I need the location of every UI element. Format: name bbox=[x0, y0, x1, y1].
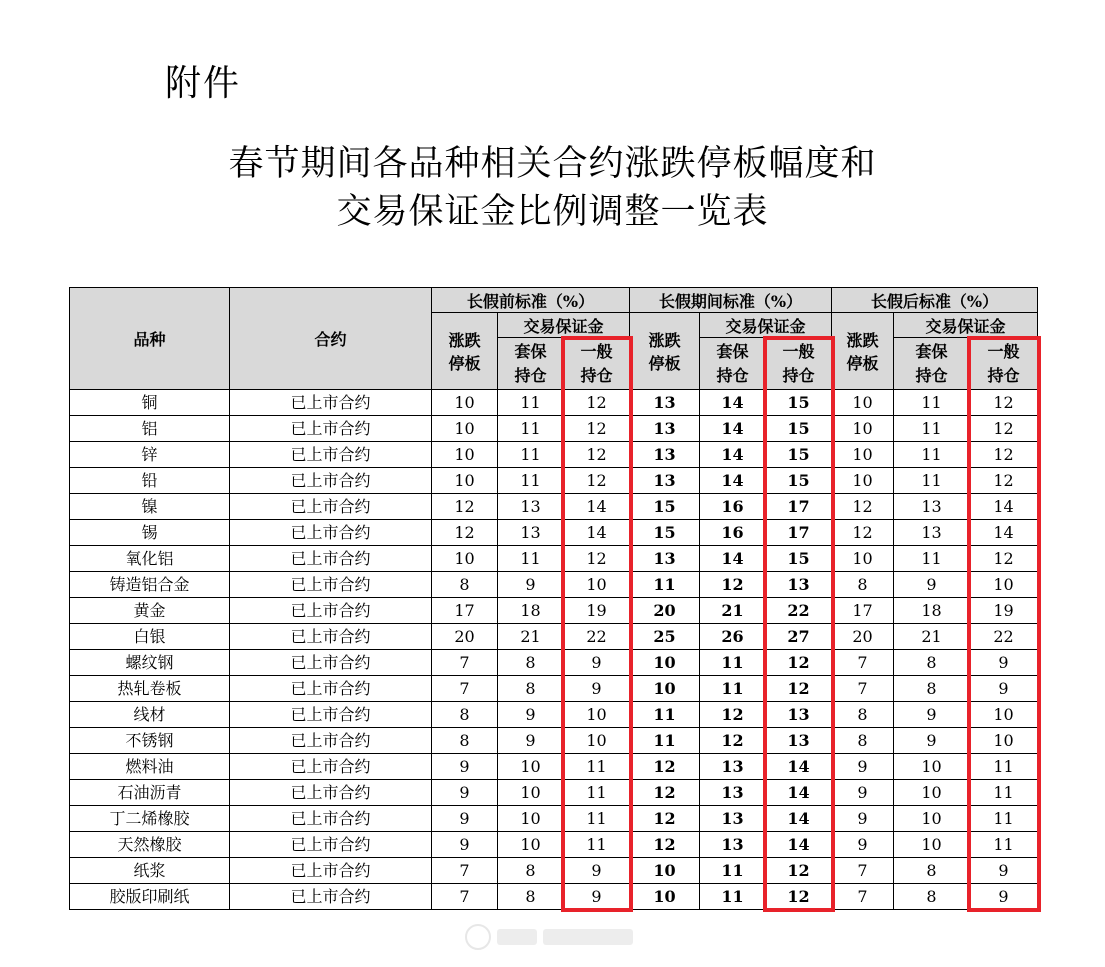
after-limit-cell: 7 bbox=[832, 858, 894, 884]
header-limit bbox=[832, 313, 894, 390]
before-general-cell: 11 bbox=[564, 754, 630, 780]
before-limit-cell: 10 bbox=[432, 416, 498, 442]
header-during-holiday: 长假期间标准（%） bbox=[630, 288, 832, 313]
header-margin: 交易保证金 bbox=[498, 313, 630, 338]
after-hedge-cell: 8 bbox=[894, 858, 970, 884]
after-hedge-cell: 10 bbox=[894, 806, 970, 832]
table-header bbox=[70, 288, 1038, 390]
after-hedge-cell: 18 bbox=[894, 598, 970, 624]
before-limit-cell: 7 bbox=[432, 858, 498, 884]
after-general-cell: 22 bbox=[970, 624, 1038, 650]
after-general-cell: 12 bbox=[970, 468, 1038, 494]
header-variety: 品种 bbox=[70, 288, 230, 390]
table-row bbox=[70, 624, 1038, 650]
after-limit-cell: 10 bbox=[832, 546, 894, 572]
contract-cell: 已上市合约 bbox=[230, 390, 432, 416]
before-hedge-cell: 11 bbox=[498, 416, 564, 442]
after-general-cell: 11 bbox=[970, 832, 1038, 858]
before-hedge-cell: 8 bbox=[498, 676, 564, 702]
variety-cell: 丁二烯橡胶 bbox=[70, 806, 230, 832]
after-limit-cell: 9 bbox=[832, 754, 894, 780]
during-general-cell: 17 bbox=[766, 494, 832, 520]
before-hedge-cell: 13 bbox=[498, 520, 564, 546]
during-hedge-cell: 11 bbox=[700, 858, 766, 884]
before-limit-cell: 10 bbox=[432, 546, 498, 572]
during-limit-cell: 12 bbox=[630, 780, 700, 806]
table-row bbox=[70, 676, 1038, 702]
during-general-cell: 14 bbox=[766, 780, 832, 806]
table-body bbox=[70, 390, 1038, 910]
during-hedge-cell: 14 bbox=[700, 546, 766, 572]
before-general-cell: 22 bbox=[564, 624, 630, 650]
before-limit-cell: 8 bbox=[432, 728, 498, 754]
after-general-cell: 9 bbox=[970, 858, 1038, 884]
during-hedge-cell: 13 bbox=[700, 832, 766, 858]
variety-cell: 燃料油 bbox=[70, 754, 230, 780]
contract-cell: 已上市合约 bbox=[230, 598, 432, 624]
during-hedge-cell: 14 bbox=[700, 390, 766, 416]
after-general-cell: 12 bbox=[970, 442, 1038, 468]
table-row bbox=[70, 598, 1038, 624]
table-row bbox=[70, 780, 1038, 806]
header-hedge-label: 套保 持仓 bbox=[915, 341, 948, 385]
during-limit-cell: 12 bbox=[630, 754, 700, 780]
after-limit-cell: 8 bbox=[832, 728, 894, 754]
contract-cell: 已上市合约 bbox=[230, 494, 432, 520]
during-limit-cell: 13 bbox=[630, 416, 700, 442]
variety-cell: 石油沥青 bbox=[70, 780, 230, 806]
during-general-cell: 15 bbox=[766, 468, 832, 494]
after-limit-cell: 17 bbox=[832, 598, 894, 624]
before-limit-cell: 10 bbox=[432, 390, 498, 416]
after-general-cell: 10 bbox=[970, 728, 1038, 754]
contract-cell: 已上市合约 bbox=[230, 416, 432, 442]
variety-cell: 热轧卷板 bbox=[70, 676, 230, 702]
watermark-circle-icon bbox=[465, 924, 491, 950]
after-limit-cell: 9 bbox=[832, 806, 894, 832]
during-limit-cell: 15 bbox=[630, 494, 700, 520]
during-general-cell: 13 bbox=[766, 728, 832, 754]
header-limit-label: 涨跌 停板 bbox=[846, 331, 879, 373]
during-limit-cell: 10 bbox=[630, 676, 700, 702]
variety-cell: 镍 bbox=[70, 494, 230, 520]
after-general-cell: 12 bbox=[970, 546, 1038, 572]
during-general-cell: 15 bbox=[766, 442, 832, 468]
before-hedge-cell: 11 bbox=[498, 442, 564, 468]
during-general-cell: 14 bbox=[766, 832, 832, 858]
after-general-cell: 9 bbox=[970, 884, 1038, 910]
after-hedge-cell: 11 bbox=[894, 416, 970, 442]
contract-cell: 已上市合约 bbox=[230, 468, 432, 494]
after-limit-cell: 8 bbox=[832, 572, 894, 598]
before-hedge-cell: 10 bbox=[498, 806, 564, 832]
header-before-holiday: 长假前标准（%） bbox=[432, 288, 630, 313]
contract-cell: 已上市合约 bbox=[230, 442, 432, 468]
table-row bbox=[70, 468, 1038, 494]
variety-cell: 铝 bbox=[70, 416, 230, 442]
header-limit bbox=[630, 313, 700, 390]
during-hedge-cell: 13 bbox=[700, 806, 766, 832]
during-limit-cell: 10 bbox=[630, 650, 700, 676]
during-general-cell: 12 bbox=[766, 884, 832, 910]
contract-cell: 已上市合约 bbox=[230, 572, 432, 598]
during-general-cell: 15 bbox=[766, 390, 832, 416]
table-row bbox=[70, 546, 1038, 572]
before-general-cell: 12 bbox=[564, 416, 630, 442]
before-general-cell: 12 bbox=[564, 546, 630, 572]
header-limit-label: 涨跌 停板 bbox=[448, 331, 481, 373]
table-row bbox=[70, 884, 1038, 910]
header-margin: 交易保证金 bbox=[894, 313, 1038, 338]
after-hedge-cell: 10 bbox=[894, 832, 970, 858]
during-hedge-cell: 26 bbox=[700, 624, 766, 650]
during-general-cell: 12 bbox=[766, 650, 832, 676]
during-general-cell: 27 bbox=[766, 624, 832, 650]
title-line-1: 春节期间各品种相关合约涨跌停板幅度和 bbox=[228, 144, 877, 184]
after-general-cell: 12 bbox=[970, 416, 1038, 442]
during-hedge-cell: 14 bbox=[700, 468, 766, 494]
table-row bbox=[70, 806, 1038, 832]
during-general-cell: 12 bbox=[766, 676, 832, 702]
before-general-cell: 11 bbox=[564, 832, 630, 858]
during-limit-cell: 13 bbox=[630, 546, 700, 572]
header-hedge-label: 套保 持仓 bbox=[716, 341, 749, 385]
before-limit-cell: 10 bbox=[432, 468, 498, 494]
after-hedge-cell: 11 bbox=[894, 442, 970, 468]
variety-cell: 不锈钢 bbox=[70, 728, 230, 754]
table-row bbox=[70, 702, 1038, 728]
after-hedge-cell: 9 bbox=[894, 728, 970, 754]
before-hedge-cell: 9 bbox=[498, 572, 564, 598]
variety-cell: 氧化铝 bbox=[70, 546, 230, 572]
header-hedge-label: 套保 持仓 bbox=[514, 341, 547, 385]
during-limit-cell: 11 bbox=[630, 702, 700, 728]
during-general-cell: 15 bbox=[766, 416, 832, 442]
header-contract: 合约 bbox=[230, 288, 432, 390]
after-hedge-cell: 8 bbox=[894, 676, 970, 702]
during-limit-cell: 10 bbox=[630, 858, 700, 884]
before-general-cell: 11 bbox=[564, 780, 630, 806]
header-general bbox=[564, 338, 630, 390]
after-limit-cell: 7 bbox=[832, 884, 894, 910]
during-general-cell: 13 bbox=[766, 572, 832, 598]
before-hedge-cell: 8 bbox=[498, 858, 564, 884]
annex-label: 附件 bbox=[165, 63, 242, 104]
after-hedge-cell: 10 bbox=[894, 754, 970, 780]
after-hedge-cell: 8 bbox=[894, 884, 970, 910]
contract-cell: 已上市合约 bbox=[230, 728, 432, 754]
after-hedge-cell: 13 bbox=[894, 494, 970, 520]
header-hedge bbox=[894, 338, 970, 390]
variety-cell: 锡 bbox=[70, 520, 230, 546]
variety-cell: 线材 bbox=[70, 702, 230, 728]
during-limit-cell: 11 bbox=[630, 728, 700, 754]
during-hedge-cell: 21 bbox=[700, 598, 766, 624]
contract-cell: 已上市合约 bbox=[230, 624, 432, 650]
table-row bbox=[70, 416, 1038, 442]
after-general-cell: 9 bbox=[970, 676, 1038, 702]
table-row bbox=[70, 650, 1038, 676]
during-hedge-cell: 12 bbox=[700, 702, 766, 728]
before-hedge-cell: 10 bbox=[498, 780, 564, 806]
contract-cell: 已上市合约 bbox=[230, 546, 432, 572]
before-limit-cell: 7 bbox=[432, 884, 498, 910]
during-general-cell: 22 bbox=[766, 598, 832, 624]
contract-cell: 已上市合约 bbox=[230, 702, 432, 728]
after-hedge-cell: 10 bbox=[894, 780, 970, 806]
header-hedge bbox=[700, 338, 766, 390]
after-hedge-cell: 11 bbox=[894, 390, 970, 416]
during-hedge-cell: 16 bbox=[700, 494, 766, 520]
adjustment-table bbox=[69, 287, 1038, 910]
table-row bbox=[70, 520, 1038, 546]
after-general-cell: 11 bbox=[970, 806, 1038, 832]
table-row bbox=[70, 754, 1038, 780]
after-limit-cell: 10 bbox=[832, 390, 894, 416]
before-limit-cell: 20 bbox=[432, 624, 498, 650]
header-after-holiday: 长假后标准（%） bbox=[832, 288, 1038, 313]
variety-cell: 黄金 bbox=[70, 598, 230, 624]
during-hedge-cell: 12 bbox=[700, 572, 766, 598]
before-hedge-cell: 10 bbox=[498, 754, 564, 780]
before-general-cell: 9 bbox=[564, 884, 630, 910]
before-hedge-cell: 9 bbox=[498, 728, 564, 754]
watermark-bar bbox=[497, 929, 537, 945]
variety-cell: 天然橡胶 bbox=[70, 832, 230, 858]
before-general-cell: 12 bbox=[564, 468, 630, 494]
during-limit-cell: 15 bbox=[630, 520, 700, 546]
before-hedge-cell: 21 bbox=[498, 624, 564, 650]
watermark-logo bbox=[465, 922, 640, 952]
before-hedge-cell: 18 bbox=[498, 598, 564, 624]
during-hedge-cell: 11 bbox=[700, 676, 766, 702]
before-general-cell: 9 bbox=[564, 676, 630, 702]
after-hedge-cell: 9 bbox=[894, 702, 970, 728]
after-limit-cell: 9 bbox=[832, 832, 894, 858]
variety-cell: 白银 bbox=[70, 624, 230, 650]
before-general-cell: 14 bbox=[564, 520, 630, 546]
during-limit-cell: 20 bbox=[630, 598, 700, 624]
during-general-cell: 14 bbox=[766, 806, 832, 832]
after-general-cell: 14 bbox=[970, 494, 1038, 520]
variety-cell: 铸造铝合金 bbox=[70, 572, 230, 598]
before-limit-cell: 7 bbox=[432, 650, 498, 676]
before-general-cell: 9 bbox=[564, 858, 630, 884]
before-limit-cell: 9 bbox=[432, 754, 498, 780]
before-limit-cell: 9 bbox=[432, 806, 498, 832]
header-limit-label: 涨跌 停板 bbox=[648, 331, 681, 373]
after-general-cell: 12 bbox=[970, 390, 1038, 416]
header-margin: 交易保证金 bbox=[700, 313, 832, 338]
during-general-cell: 13 bbox=[766, 702, 832, 728]
after-limit-cell: 12 bbox=[832, 520, 894, 546]
during-limit-cell: 13 bbox=[630, 468, 700, 494]
contract-cell: 已上市合约 bbox=[230, 780, 432, 806]
after-hedge-cell: 13 bbox=[894, 520, 970, 546]
during-general-cell: 14 bbox=[766, 754, 832, 780]
after-general-cell: 19 bbox=[970, 598, 1038, 624]
before-limit-cell: 8 bbox=[432, 702, 498, 728]
after-hedge-cell: 9 bbox=[894, 572, 970, 598]
title-line-2: 交易保证金比例调整一览表 bbox=[336, 192, 769, 232]
after-limit-cell: 20 bbox=[832, 624, 894, 650]
before-general-cell: 12 bbox=[564, 442, 630, 468]
before-limit-cell: 8 bbox=[432, 572, 498, 598]
before-hedge-cell: 8 bbox=[498, 650, 564, 676]
before-limit-cell: 12 bbox=[432, 520, 498, 546]
after-limit-cell: 7 bbox=[832, 676, 894, 702]
contract-cell: 已上市合约 bbox=[230, 858, 432, 884]
variety-cell: 纸浆 bbox=[70, 858, 230, 884]
before-general-cell: 10 bbox=[564, 572, 630, 598]
during-hedge-cell: 11 bbox=[700, 884, 766, 910]
variety-cell: 胶版印刷纸 bbox=[70, 884, 230, 910]
header-hedge bbox=[498, 338, 564, 390]
before-general-cell: 10 bbox=[564, 728, 630, 754]
after-limit-cell: 10 bbox=[832, 416, 894, 442]
header-general-label: 一般 持仓 bbox=[782, 341, 815, 385]
before-general-cell: 19 bbox=[564, 598, 630, 624]
before-limit-cell: 10 bbox=[432, 442, 498, 468]
after-general-cell: 14 bbox=[970, 520, 1038, 546]
during-hedge-cell: 14 bbox=[700, 416, 766, 442]
before-general-cell: 11 bbox=[564, 806, 630, 832]
header-general-label: 一般 持仓 bbox=[987, 341, 1020, 385]
before-general-cell: 12 bbox=[564, 390, 630, 416]
contract-cell: 已上市合约 bbox=[230, 884, 432, 910]
during-general-cell: 15 bbox=[766, 546, 832, 572]
before-limit-cell: 17 bbox=[432, 598, 498, 624]
after-limit-cell: 7 bbox=[832, 650, 894, 676]
during-hedge-cell: 11 bbox=[700, 650, 766, 676]
during-limit-cell: 13 bbox=[630, 442, 700, 468]
during-limit-cell: 10 bbox=[630, 884, 700, 910]
after-general-cell: 10 bbox=[970, 702, 1038, 728]
during-limit-cell: 11 bbox=[630, 572, 700, 598]
during-hedge-cell: 16 bbox=[700, 520, 766, 546]
table-row bbox=[70, 728, 1038, 754]
table-row bbox=[70, 832, 1038, 858]
table-row bbox=[70, 390, 1038, 416]
after-general-cell: 11 bbox=[970, 780, 1038, 806]
header-general-label: 一般 持仓 bbox=[580, 341, 613, 385]
after-hedge-cell: 11 bbox=[894, 546, 970, 572]
after-hedge-cell: 11 bbox=[894, 468, 970, 494]
during-limit-cell: 12 bbox=[630, 806, 700, 832]
during-hedge-cell: 12 bbox=[700, 728, 766, 754]
before-hedge-cell: 9 bbox=[498, 702, 564, 728]
before-hedge-cell: 11 bbox=[498, 390, 564, 416]
before-hedge-cell: 10 bbox=[498, 832, 564, 858]
header-general bbox=[970, 338, 1038, 390]
contract-cell: 已上市合约 bbox=[230, 754, 432, 780]
after-hedge-cell: 8 bbox=[894, 650, 970, 676]
before-limit-cell: 12 bbox=[432, 494, 498, 520]
during-general-cell: 12 bbox=[766, 858, 832, 884]
watermark-bar bbox=[543, 929, 633, 945]
during-limit-cell: 12 bbox=[630, 832, 700, 858]
header-limit bbox=[432, 313, 498, 390]
header-general bbox=[766, 338, 832, 390]
table-row bbox=[70, 442, 1038, 468]
before-general-cell: 14 bbox=[564, 494, 630, 520]
document-title bbox=[0, 140, 1105, 236]
contract-cell: 已上市合约 bbox=[230, 832, 432, 858]
before-hedge-cell: 13 bbox=[498, 494, 564, 520]
before-limit-cell: 7 bbox=[432, 676, 498, 702]
during-limit-cell: 25 bbox=[630, 624, 700, 650]
before-limit-cell: 9 bbox=[432, 832, 498, 858]
after-general-cell: 9 bbox=[970, 650, 1038, 676]
contract-cell: 已上市合约 bbox=[230, 520, 432, 546]
after-limit-cell: 10 bbox=[832, 468, 894, 494]
after-general-cell: 11 bbox=[970, 754, 1038, 780]
after-limit-cell: 12 bbox=[832, 494, 894, 520]
contract-cell: 已上市合约 bbox=[230, 650, 432, 676]
contract-cell: 已上市合约 bbox=[230, 806, 432, 832]
before-hedge-cell: 11 bbox=[498, 468, 564, 494]
table-row bbox=[70, 858, 1038, 884]
after-limit-cell: 8 bbox=[832, 702, 894, 728]
before-general-cell: 9 bbox=[564, 650, 630, 676]
after-limit-cell: 9 bbox=[832, 780, 894, 806]
during-general-cell: 17 bbox=[766, 520, 832, 546]
contract-cell: 已上市合约 bbox=[230, 676, 432, 702]
before-general-cell: 10 bbox=[564, 702, 630, 728]
variety-cell: 铜 bbox=[70, 390, 230, 416]
before-hedge-cell: 11 bbox=[498, 546, 564, 572]
variety-cell: 铅 bbox=[70, 468, 230, 494]
during-hedge-cell: 13 bbox=[700, 754, 766, 780]
after-limit-cell: 10 bbox=[832, 442, 894, 468]
during-hedge-cell: 13 bbox=[700, 780, 766, 806]
after-hedge-cell: 21 bbox=[894, 624, 970, 650]
table-row bbox=[70, 572, 1038, 598]
during-limit-cell: 13 bbox=[630, 390, 700, 416]
table-row bbox=[70, 494, 1038, 520]
during-hedge-cell: 14 bbox=[700, 442, 766, 468]
before-limit-cell: 9 bbox=[432, 780, 498, 806]
variety-cell: 螺纹钢 bbox=[70, 650, 230, 676]
before-hedge-cell: 8 bbox=[498, 884, 564, 910]
variety-cell: 锌 bbox=[70, 442, 230, 468]
after-general-cell: 10 bbox=[970, 572, 1038, 598]
